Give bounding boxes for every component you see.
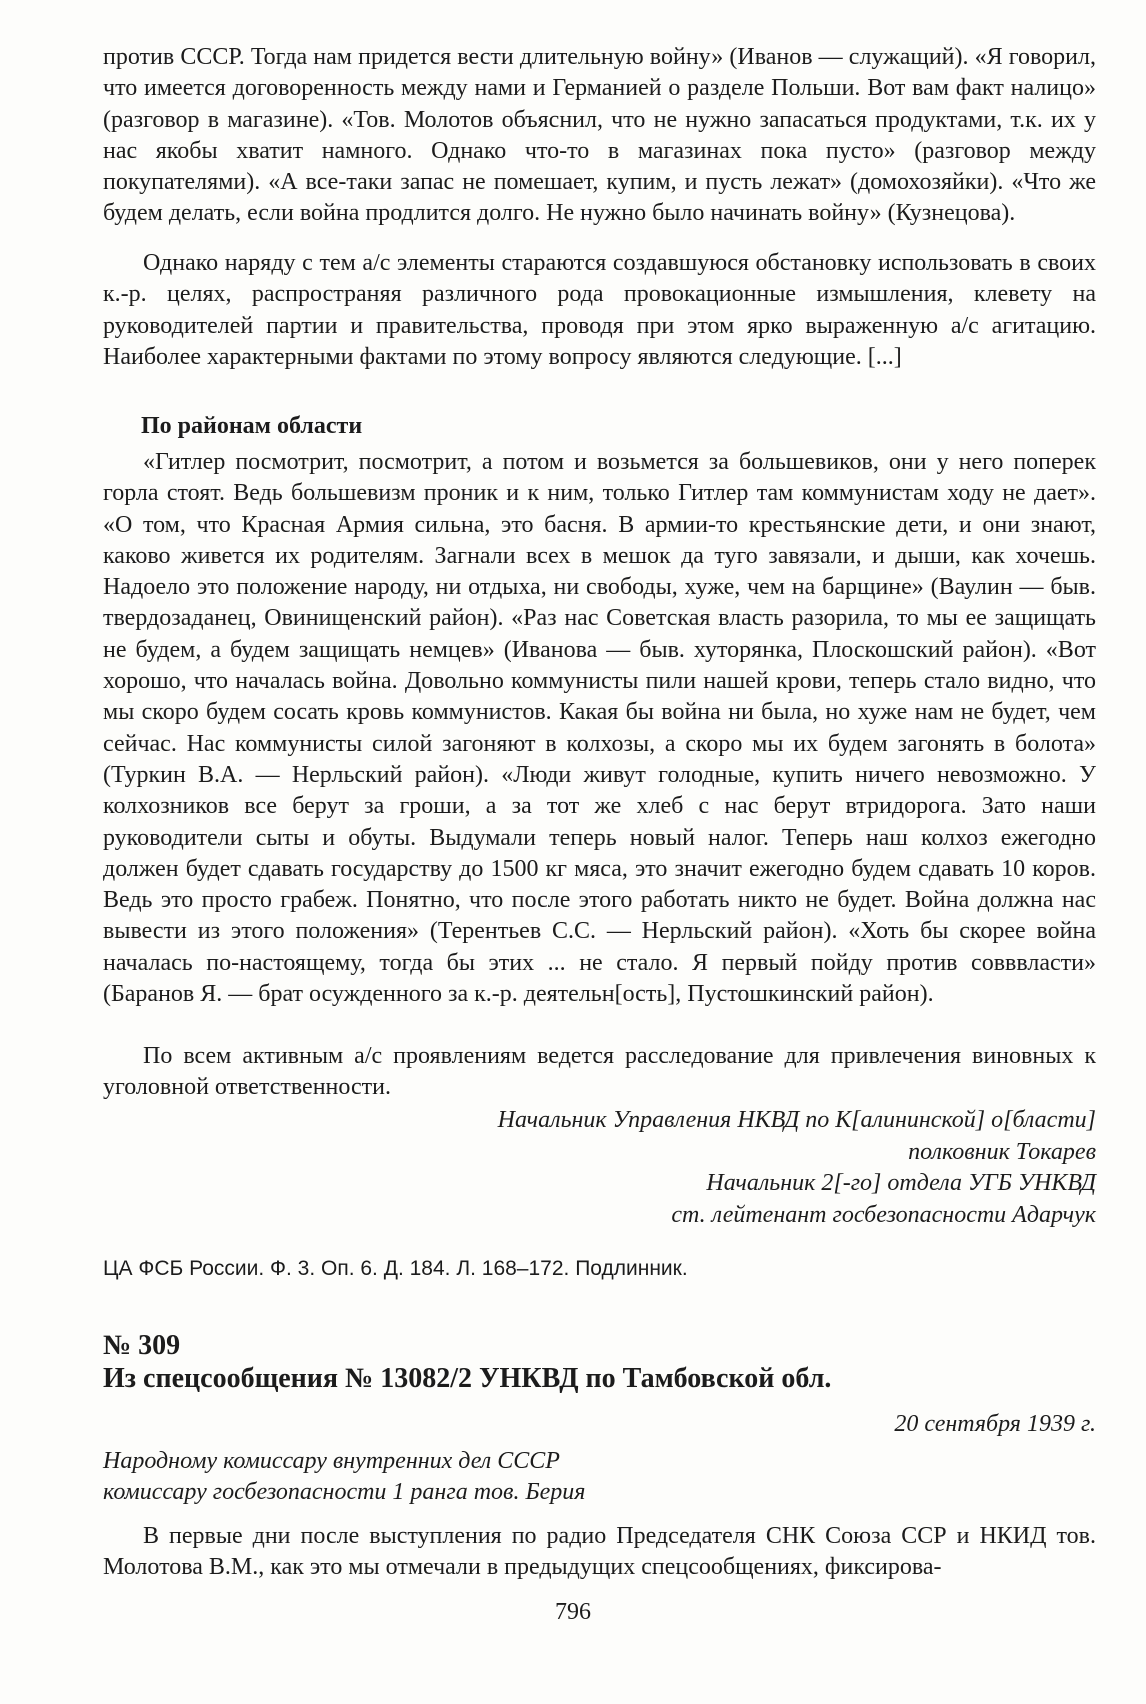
signature-line: полковник Токарев xyxy=(908,1139,1096,1165)
section-heading: По районам области xyxy=(141,413,363,439)
signature-line: Начальник 2[-го] отдела УГБ УНКВД xyxy=(706,1170,1096,1196)
document-date: 20 сентября 1939 г. xyxy=(894,1411,1096,1437)
body-paragraph: По всем активным а/с проявлениям ведется расследование для привлечения виновных к уголовной ответственности. xyxy=(103,1043,1096,1101)
body-paragraph: «Гитлер посмотрит, посмотрит, а потом и возьмется за большевиков, они у него поперек горла стоят. Ведь большевизм проник и к ним, только Гитлер там коммунистам ходу не дает». «О том, что Красная Армия сильна, это басня. В армии-то крестьянские дети, и они знают, каково живется их родителям. Загнали всех в мешок да туго завязали, и дыши, как хочешь. Надоело это положение народу, ни отдыха, ни свободы, хуже, чем на барщине» (Ваулин — быв. твердозаданец, Овинищенский район). «Раз нас Советская власть разорила, то мы ее защищать не будем, а будем защищать немцев» (Иванова — быв. хуторянка, Плоскошский район). «Вот хорошо, что началась война. Довольно коммунисты пили нашей крови, теперь стало видно, что мы скоро будем сосать кровь коммунистов. Какая бы война ни была, но хуже нам не будет, чем сейчас. Нас коммунисты силой загоняют в колхозы, а скоро мы их будем загонять в болота» (Туркин В.А. — Нерльский район). «Люди живут голодные, купить ничего невозможно. У колхозников все берут за гроши, а за тот же хлеб с нас берут втридорога. Зато наши руководители сыты и обуты. Выдумали теперь новый налог. Теперь наш колхоз ежегодно должен будет сдавать государству до 1500 кг мяса, это значит ежегодно будем сдавать 10 коров. Ведь это просто грабеж. Понятно, что после этого работать никто не будет. Война должна нас вывести из этого положения» (Терентьев С.С. — Нерльский район). «Хоть бы скорее война началась по-настоящему, тогда бы этих ... не стало. Я первый пойду против совввласти» (Баранов Я. — брат осужденного за к.-р. деятельн[ость], Пустошкинский район). xyxy=(103,449,1096,1008)
body-paragraph: В первые дни после выступления по радио Председателя СНК Союза ССР и НКИД тов. Молотова В.М., как это мы отмечали в предыдущих спецсообщениях, фиксирова- xyxy=(103,1523,1096,1581)
body-paragraph: Однако наряду с тем а/с элементы стараются создавшуюся обстановку использовать в своих к.-р. целях, распространяя различного рода провокационные измышления, клевету на руководителей партии и правительства, проводя при этом ярко выраженную а/с агитацию. Наиболее характерными фактами по этому вопросу являются следующие. [...] xyxy=(103,250,1096,370)
body-paragraph: против СССР. Тогда нам придется вести длительную войну» (Иванов — служащий). «Я говорил, что имеется договоренность между нами и Германией о разделе Польши. Вот вам факт налицо» (разговор в магазине). «Тов. Молотов объяснил, что не нужно запасаться продуктами, т.к. их у нас якобы хватит намного. Однако что-то в магазинах пока пусто» (разговор между покупателями). «А все-таки запас не помешает, купим, и пусть лежат» (домохозяйки). «Что же будем делать, если война продлится долго. Не нужно было начинать войну» (Кузнецова). xyxy=(103,44,1096,227)
addressee-line: комиссару госбезопасности 1 ранга тов. Берия xyxy=(103,1479,586,1505)
document-title: Из спецсообщения № 13082/2 УНКВД по Тамбовской обл. xyxy=(103,1363,832,1394)
signature-line: ст. лейтенант госбезопасности Адарчук xyxy=(671,1202,1096,1228)
archive-source-note: ЦА ФСБ России. Ф. 3. Оп. 6. Д. 184. Л. 168–172. Подлинник. xyxy=(103,1257,688,1280)
page-number: 796 xyxy=(555,1599,591,1625)
addressee-line: Народному комиссару внутренних дел СССР xyxy=(103,1448,560,1474)
signature-line: Начальник Управления НКВД по К[алининской] о[бласти] xyxy=(497,1107,1096,1133)
document-number: № 309 xyxy=(103,1330,181,1361)
